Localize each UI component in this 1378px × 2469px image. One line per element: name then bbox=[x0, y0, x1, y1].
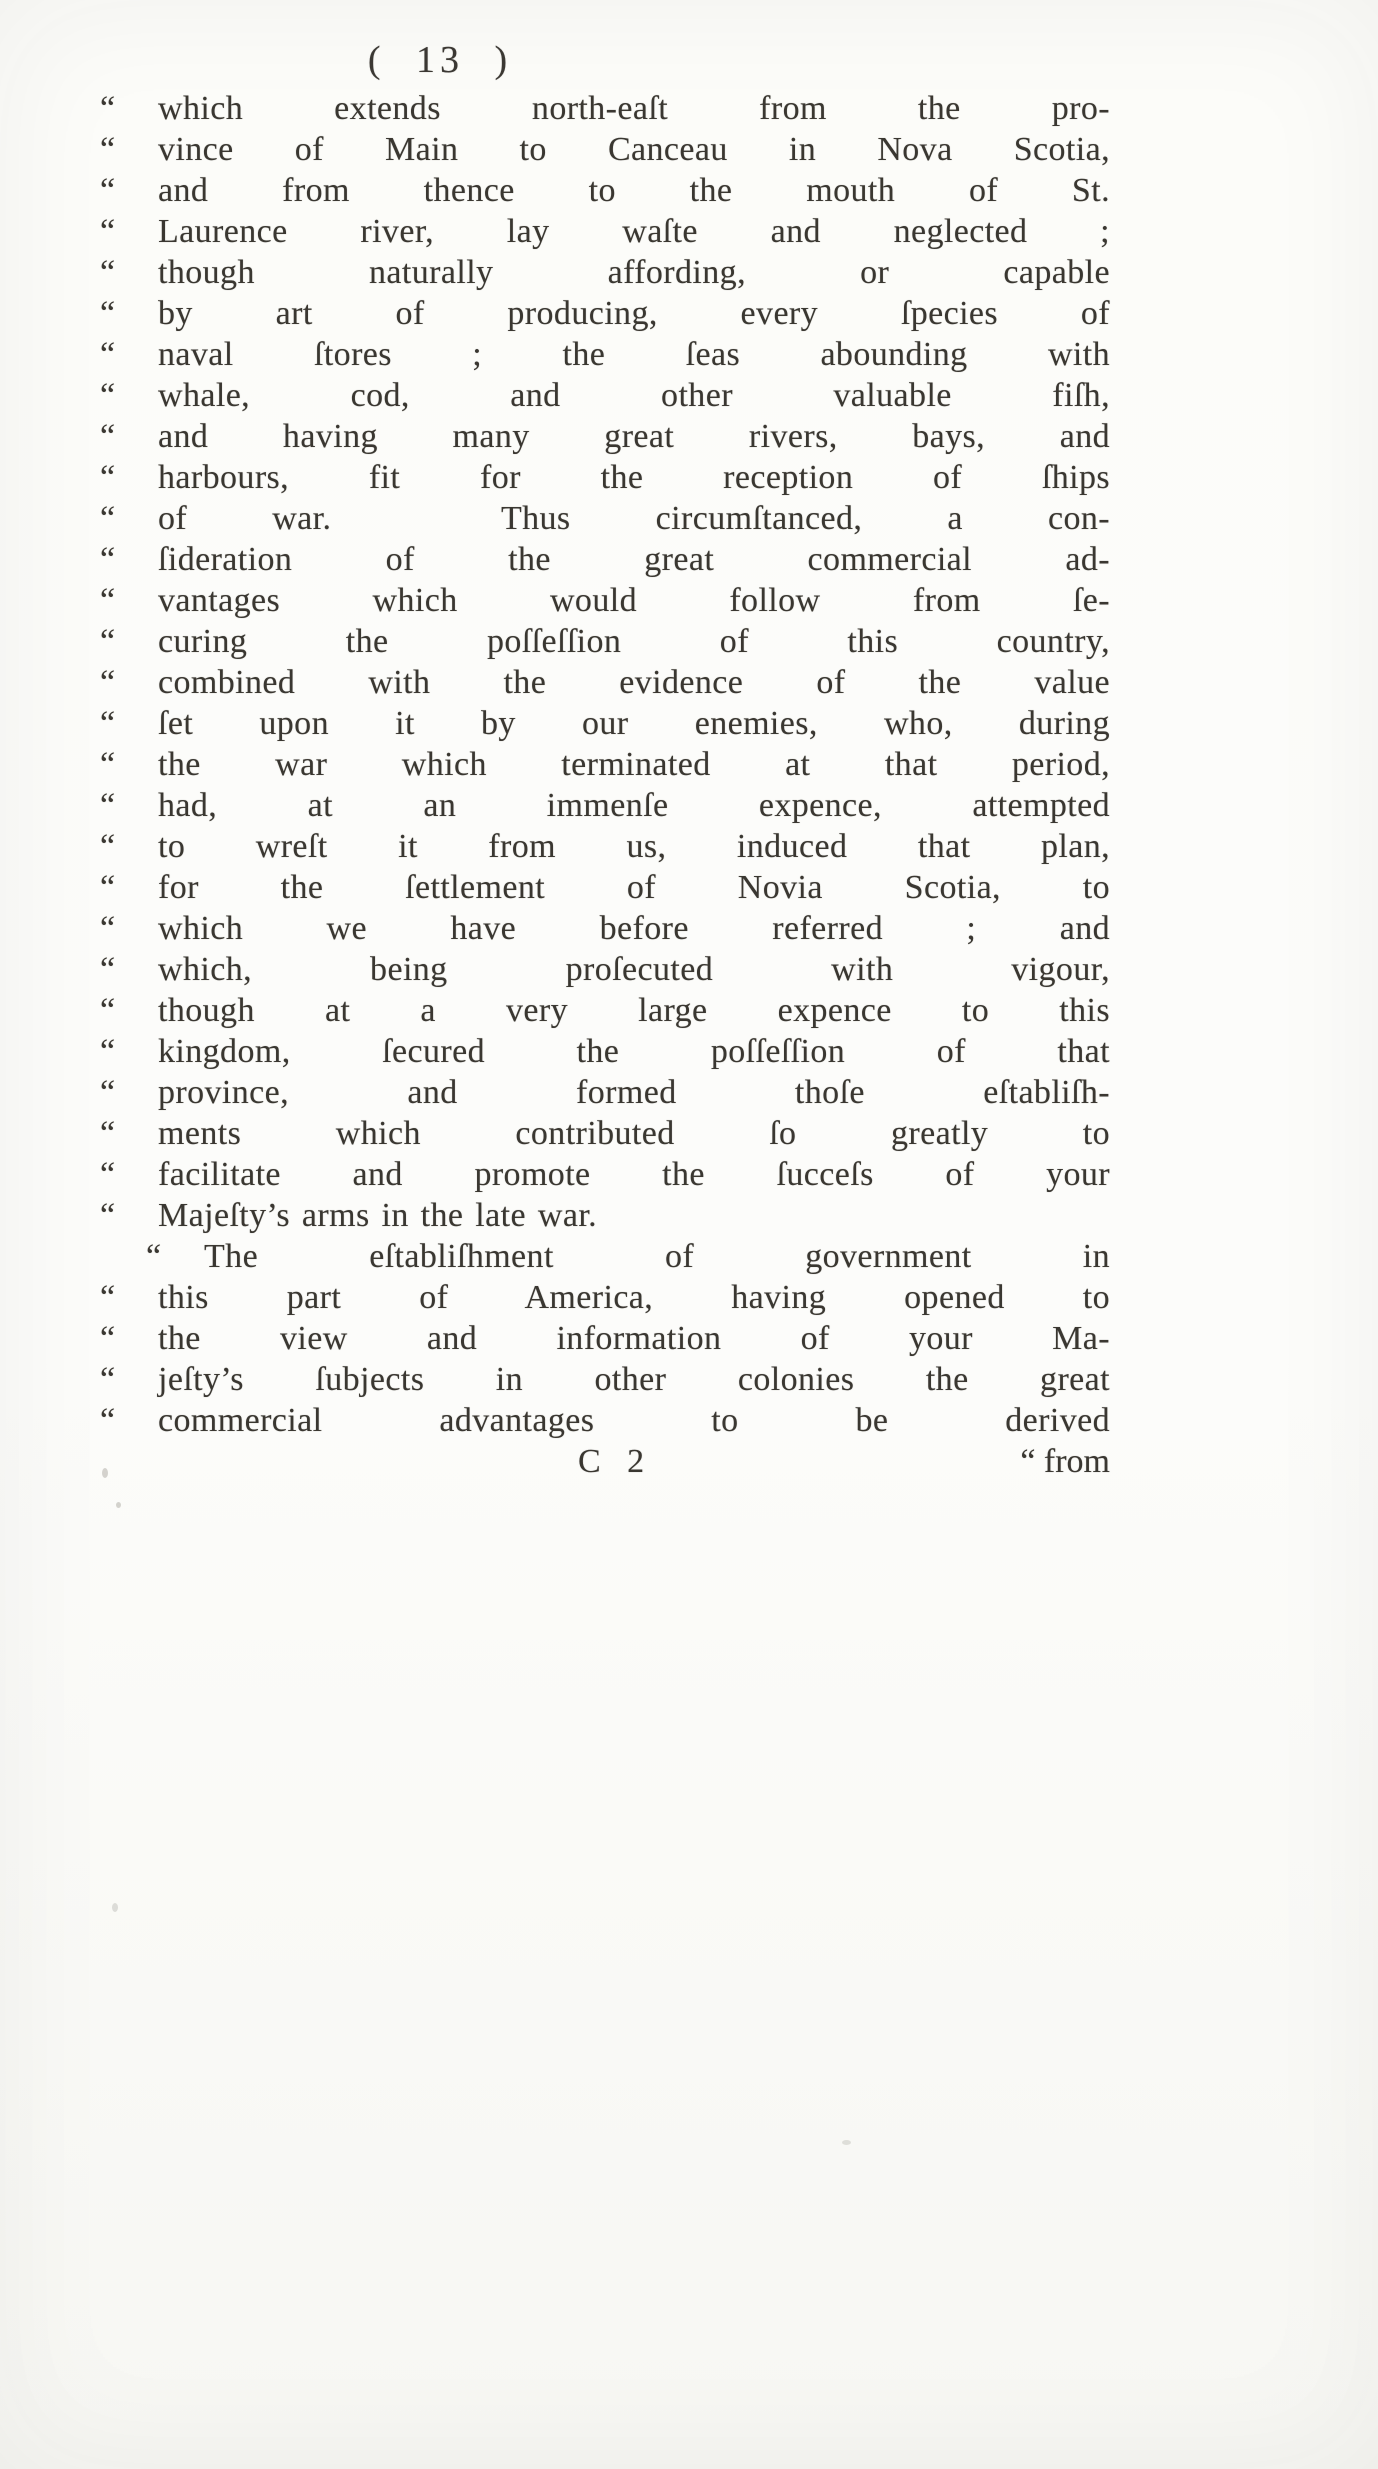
text-line bbox=[100, 662, 1110, 703]
quote-mark: “ bbox=[100, 459, 116, 496]
line-text: jeſty’s ſubjects in other colonies the great bbox=[158, 1361, 1110, 1398]
ink-speck bbox=[112, 1903, 118, 1912]
line-text: the view and information of your Ma- bbox=[158, 1320, 1110, 1357]
signature-mark: C 2 bbox=[578, 1443, 649, 1480]
quote-mark: “ bbox=[100, 951, 116, 988]
line-text: naval ſtores ; the ſeas abounding with bbox=[158, 336, 1110, 373]
quote-mark: “ bbox=[100, 1115, 116, 1152]
line-text: the war which terminated at that period, bbox=[158, 746, 1110, 783]
page-number: ( 13 ) bbox=[367, 39, 513, 81]
ink-speck bbox=[116, 1502, 121, 1508]
text-line bbox=[100, 703, 1110, 744]
text-line bbox=[100, 1154, 1110, 1195]
text-line bbox=[100, 1113, 1110, 1154]
text-line bbox=[100, 416, 1110, 457]
quote-mark: “ bbox=[100, 1033, 116, 1070]
quote-mark: “ bbox=[100, 1361, 116, 1398]
line-text: province, and formed thoſe eſtabliſh- bbox=[158, 1074, 1110, 1111]
quote-mark: “ bbox=[100, 582, 116, 619]
line-text: to wreſt it from us, induced that plan, bbox=[158, 828, 1110, 865]
text-line bbox=[100, 621, 1110, 662]
line-text: and having many great rivers, bays, and bbox=[158, 418, 1110, 455]
line-text: by art of producing, every ſpecies of bbox=[158, 295, 1110, 332]
text-line bbox=[100, 867, 1110, 908]
quote-mark: “ bbox=[100, 1320, 116, 1357]
quote-mark: “ bbox=[100, 1156, 116, 1193]
quote-mark: “ bbox=[100, 1279, 116, 1316]
text-line bbox=[100, 1318, 1110, 1359]
text-line bbox=[100, 539, 1110, 580]
quote-mark: “ bbox=[100, 705, 116, 742]
text-line bbox=[100, 334, 1110, 375]
quote-mark: “ bbox=[100, 623, 116, 660]
text-line bbox=[100, 949, 1110, 990]
line-text: though naturally affording, or capable bbox=[158, 254, 1110, 291]
quote-mark: “ bbox=[100, 910, 116, 947]
quote-mark: “ bbox=[100, 172, 116, 209]
quote-mark: “ bbox=[100, 1402, 116, 1439]
quote-mark: “ bbox=[100, 213, 116, 250]
line-text: whale, cod, and other valuable fiſh, bbox=[158, 377, 1110, 414]
quote-mark: “ bbox=[100, 377, 116, 414]
line-text: facilitate and promote the ſucceſs of your bbox=[158, 1156, 1110, 1193]
line-text: ſet upon it by our enemies, who, during bbox=[158, 705, 1110, 742]
line-text: for the ſettlement of Novia Scotia, to bbox=[158, 869, 1110, 906]
quote-mark: “ bbox=[100, 787, 116, 824]
quote-mark: “ bbox=[100, 869, 116, 906]
line-text: vantages which would follow from ſe- bbox=[158, 582, 1110, 619]
line-text: kingdom, ſecured the poſſeſſion of that bbox=[158, 1033, 1110, 1070]
quote-mark: “ bbox=[100, 746, 116, 783]
line-text: vince of Main to Canceau in Nova Scotia, bbox=[158, 131, 1110, 168]
text-block bbox=[100, 88, 1110, 1441]
catchword: “ from bbox=[1020, 1443, 1110, 1480]
quote-mark: “ bbox=[100, 500, 116, 537]
quote-mark: “ bbox=[100, 992, 116, 1029]
quote-mark: “ bbox=[100, 1074, 116, 1111]
line-text: which, being proſecuted with vigour, bbox=[158, 951, 1110, 988]
line-text: which we have before referred ; and bbox=[158, 910, 1110, 947]
text-line bbox=[100, 1277, 1110, 1318]
line-text: harbours, fit for the reception of ſhips bbox=[158, 459, 1110, 496]
text-line bbox=[100, 908, 1110, 949]
line-text: combined with the evidence of the value bbox=[158, 664, 1110, 701]
quote-mark: “ bbox=[100, 295, 116, 332]
page-footer bbox=[100, 1441, 1110, 1482]
text-line bbox=[100, 457, 1110, 498]
text-line bbox=[100, 1236, 1110, 1277]
quote-mark: “ bbox=[100, 418, 116, 455]
text-line bbox=[100, 1195, 1110, 1236]
line-text: had, at an immenſe expence, attempted bbox=[158, 787, 1110, 824]
line-text: of war. Thus circumſtanced, a con- bbox=[158, 500, 1110, 537]
text-line bbox=[100, 580, 1110, 621]
text-line bbox=[100, 88, 1110, 129]
text-line bbox=[100, 1400, 1110, 1441]
ink-speck bbox=[102, 1468, 108, 1478]
line-text: Laurence river, lay waſte and neglected ; bbox=[158, 213, 1110, 250]
line-text: and from thence to the mouth of St. bbox=[158, 172, 1110, 209]
line-text: commercial advantages to be derived bbox=[158, 1402, 1110, 1439]
text-line bbox=[100, 744, 1110, 785]
text-line bbox=[100, 826, 1110, 867]
line-text: curing the poſſeſſion of this country, bbox=[158, 623, 1110, 660]
quote-mark: “ bbox=[100, 664, 116, 701]
line-text: this part of America, having opened to bbox=[158, 1279, 1110, 1316]
text-line bbox=[100, 252, 1110, 293]
text-line bbox=[100, 170, 1110, 211]
text-line bbox=[100, 375, 1110, 416]
quote-mark: “ bbox=[100, 336, 116, 373]
quote-mark: “ bbox=[100, 254, 116, 291]
text-line bbox=[100, 1359, 1110, 1400]
text-line bbox=[100, 211, 1110, 252]
line-text: ſideration of the great commercial ad- bbox=[158, 541, 1110, 578]
quote-mark: “ bbox=[100, 828, 116, 865]
quote-mark: “ bbox=[100, 541, 116, 578]
text-line bbox=[100, 785, 1110, 826]
text-line bbox=[100, 1031, 1110, 1072]
line-text: ments which contributed ſo greatly to bbox=[158, 1115, 1110, 1152]
quote-mark: “ bbox=[100, 90, 116, 127]
line-text: The eſtabliſhment of government in bbox=[204, 1238, 1110, 1275]
quote-mark: “ bbox=[100, 131, 116, 168]
text-line bbox=[100, 1072, 1110, 1113]
quote-mark: “ bbox=[100, 1197, 116, 1234]
text-line bbox=[100, 990, 1110, 1031]
quote-mark: “ bbox=[146, 1238, 162, 1275]
text-line bbox=[100, 498, 1110, 539]
text-line bbox=[100, 129, 1110, 170]
ink-speck bbox=[842, 2140, 851, 2145]
line-text: which extends north-eaſt from the pro- bbox=[158, 90, 1110, 127]
line-text: though at a very large expence to this bbox=[158, 992, 1110, 1029]
text-line bbox=[100, 293, 1110, 334]
line-text: Majeſty’s arms in the late war. bbox=[158, 1197, 598, 1234]
